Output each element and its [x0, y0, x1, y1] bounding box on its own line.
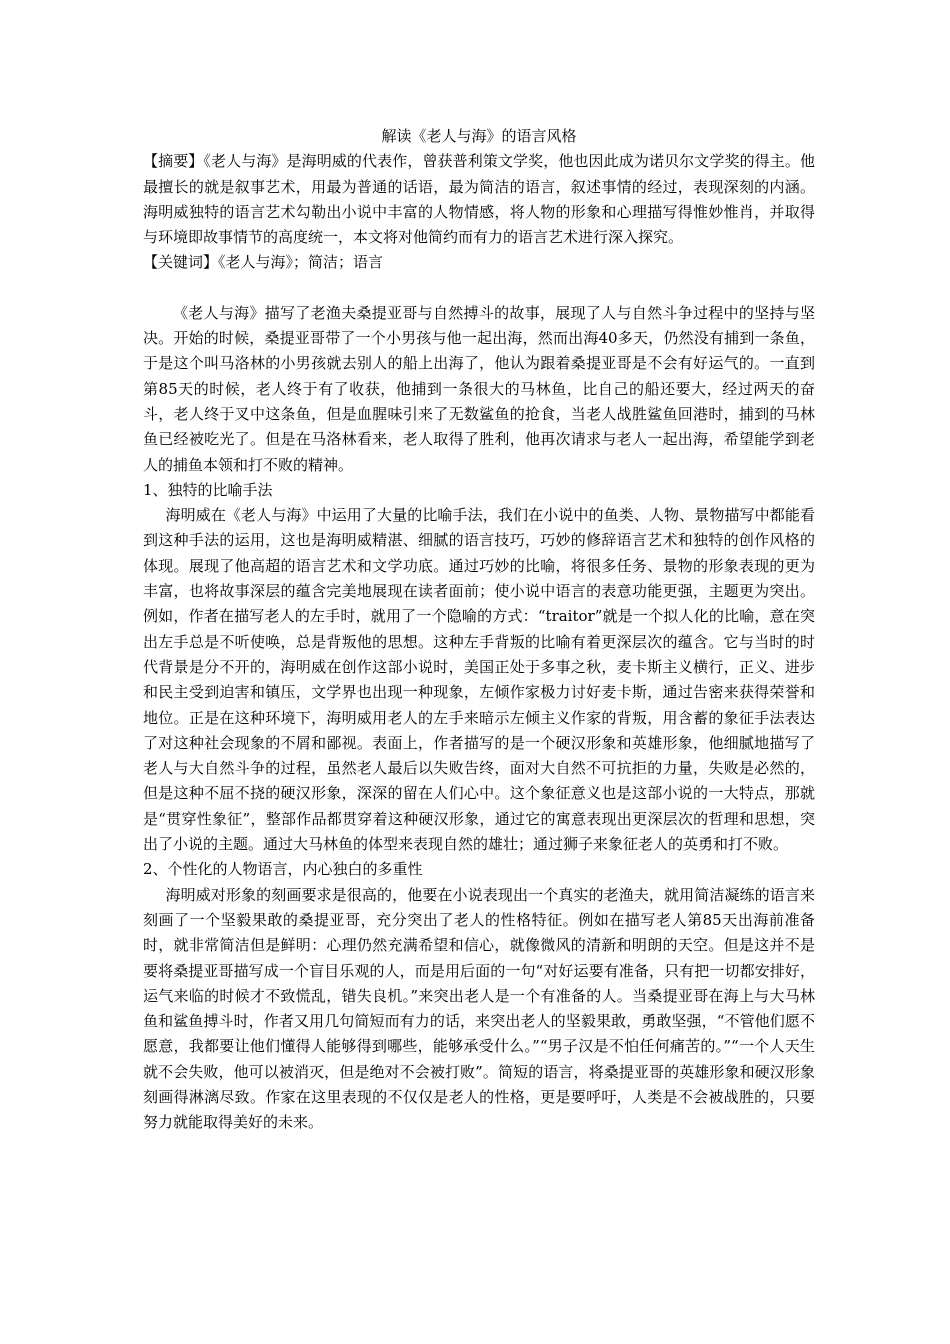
document-body — [143, 124, 815, 1136]
section-2-heading: 2、个性化的人物语言，内心独白的多重性 — [143, 860, 423, 879]
blank-line — [143, 276, 815, 301]
abstract-paragraph: 【摘要】《老人与海》是海明威的代表作，曾获普利策文学奖，他也因此成为诺贝尔文学奖的得主。他最擅长的就是叙事艺术，用最为普通的话语，最为简洁的语言，叙述事情的经过，表现深刻的内涵。海明威独特的语言艺术勾勒出小说中丰富的人物情感，将人物的形象和心理描写得惟妙惟肖，并取得与环境即故事情节的高度统一，本文将对他简约而有力的语言艺术进行深入探究。 — [143, 152, 815, 247]
intro-paragraph: 《老人与海》描写了老渔夫桑提亚哥与自然搏斗的故事，展现了人与自然斗争过程中的坚持与坚决。开始的时候，桑提亚哥带了一个小男孩与他一起出海，然而出海40多天，仍然没有捕到一条鱼，于是这个叫马洛林的小男孩就去别人的船上出海了，他认为跟着桑提亚哥是不会有好运气的。一直到第85天的时候，老人终于有了收获，他捕到一条很大的马林鱼，比自己的船还要大，经过两天的奋斗，老人终于叉中这条鱼，但是血腥味引来了无数鲨鱼的抢食，当老人战胜鲨鱼回港时，捕到的马林鱼已经被吃光了。但是在马洛林看来，老人取得了胜利，他再次请求与老人一起出海，希望能学到老人的捕鱼本领和打不败的精神。 — [143, 303, 815, 474]
section-1-heading: 1、独特的比喻手法 — [143, 480, 273, 499]
section-2-paragraph: 海明威对形象的刻画要求是很高的，他要在小说表现出一个真实的老渔夫，就用简洁凝练的语言来刻画了一个坚毅果敢的桑提亚哥，充分突出了老人的性格特征。例如在描写老人第85天出海前准备时，就非常简洁但是鲜明：心理仍然充满希望和信心，就像微风的清新和明朗的天空。但是这并不是要将桑提亚哥描写成一个盲目乐观的人，而是用后面的一句“对好运要有准备，只有把一切都安排好，运气来临的时候才不致慌乱，错失良机。”来突出老人是一个有准备的人。当桑提亚哥在海上与大马林鱼和鲨鱼搏斗时，作者又用几句简短而有力的话，来突出老人的坚毅果敢，勇敢坚强，“不管他们愿不愿意，我都要让他们懂得人能够得到哪些，能够承受什么。”“男子汉是不怕任何痛苦的。”“一个人天生就不会失败，他可以被消灭，但是绝对不会被打败”。简短的语言，将桑提亚哥的英雄形象和硬汉形象刻画得淋漓尽致。作家在这里表现的不仅仅是老人的性格，更是要呼吁，人类是不会被战胜的，只要努力就能取得美好的未来。 — [143, 885, 815, 1132]
section-1-paragraph: 海明威在《老人与海》中运用了大量的比喻手法，我们在小说中的鱼类、人物、景物描写中都能看到这种手法的运用，这也是海明威精湛、细腻的语言技巧，巧妙的修辞语言艺术和独特的创作风格的体现。展现了他高超的语言艺术和文学功底。通过巧妙的比喻，将很多任务、景物的形象表现的更为丰富，也将故事深层的蕴含完美地展现在读者面前；使小说中语言的表意功能更强，主题更为突出。例如，作者在描写老人的左手时，就用了一个隐喻的方式：“traitor”就是一个拟人化的比喻，意在突出左手总是不听使唤，总是背叛他的思想。这种左手背叛的比喻有着更深层次的蕴含。它与当时的时代背景是分不开的，海明威在创作这部小说时，美国正处于多事之秋，麦卡斯主义横行，正义、进步和民主受到迫害和镇压，文学界也出现一种现象，左倾作家极力讨好麦卡斯，通过告密来获得荣誉和地位。正是在这种环境下，海明威用老人的左手来暗示左倾主义作家的背叛，用含蓄的象征手法表达了对这种社会现象的不屑和鄙视。表面上，作者描写的是一个硬汉形象和英雄形象，他细腻地描写了老人与大自然斗争的过程，虽然老人最后以失败告终，面对大自然不可抗拒的力量，失败是必然的，但是这种不屈不挠的硬汉形象，深深的留在人们心中。这个象征意义也是这部小说的一大特点，那就是“贯穿性象征”，整部作品都贯穿着这种硬汉形象，通过它的寓意表现出更深层次的哲理和思想，突出了小说的主题。通过大马林鱼的体型来表现自然的雄壮；通过狮子来象征老人的英勇和打不败。 — [143, 506, 815, 854]
page-title: 解读《老人与海》的语言风格 — [381, 127, 577, 145]
keywords-line: 【关键词】《老人与海》；简洁；语言 — [143, 253, 384, 272]
